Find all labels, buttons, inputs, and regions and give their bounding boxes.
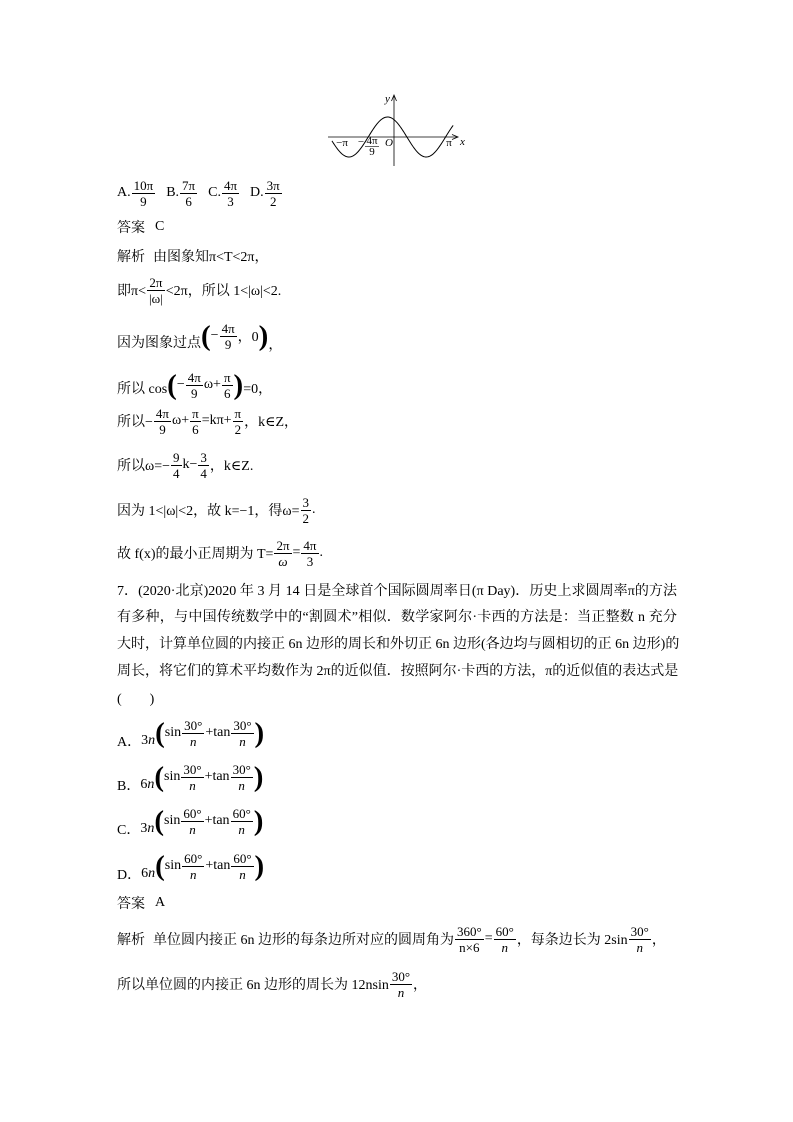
q7-option-d — [117, 848, 264, 884]
fraction-denominator: 3 — [306, 553, 314, 569]
fraction — [222, 370, 233, 401]
q6-solution-line-6 — [117, 447, 253, 483]
q7-option-a — [117, 715, 264, 751]
fraction-numerator: π — [223, 369, 231, 385]
fraction — [180, 178, 197, 209]
fraction-denominator: 9 — [159, 421, 166, 437]
fraction-denominator: 2 — [269, 193, 277, 209]
solution-text: . — [312, 502, 316, 517]
fraction-numerator: 3 — [302, 494, 310, 510]
fraction-numerator: 2π — [147, 275, 165, 291]
fraction — [301, 495, 312, 526]
fraction — [265, 178, 282, 209]
solution-text: 所以ω=− — [117, 459, 171, 474]
fraction-denominator: 9 — [191, 385, 198, 401]
solution-text: ω+ — [203, 377, 221, 392]
function-name: +tan — [204, 813, 230, 828]
option-variable: n — [147, 821, 155, 836]
fraction — [171, 450, 182, 481]
option-coefficient: 6 — [141, 866, 149, 881]
solution-text: ，每条边长为 2sin — [516, 933, 628, 948]
right-bracket: ) — [253, 805, 264, 837]
solution-text: <2π，所以 1<|ω|<2. — [165, 284, 282, 299]
option-variable: n — [148, 866, 156, 881]
fraction-denominator: 4 — [200, 465, 207, 481]
option-letter: D. — [250, 185, 264, 200]
fraction — [190, 406, 201, 437]
stem-text: 大时，计算单位圆的内接正 6n 边形的周长和外切正 6n 边形(各边均与圆相切的正 6n 边形)的 — [117, 637, 680, 652]
fraction — [494, 924, 516, 955]
tick-label-pi: π — [446, 137, 452, 149]
fraction-numerator: 2π — [276, 537, 290, 553]
tick-label-neg-sign: − — [357, 136, 365, 148]
solution-text: =kπ+ — [201, 413, 232, 428]
q6-solution-line-8 — [117, 535, 323, 571]
q6-options — [117, 175, 283, 211]
fraction — [181, 806, 203, 837]
function-name: sin — [164, 725, 182, 740]
option-c — [208, 178, 240, 209]
fraction-denominator: 6 — [185, 193, 192, 209]
fraction-denominator: 9 — [140, 193, 147, 209]
option-b — [166, 178, 198, 209]
fraction-denominator: n — [238, 777, 245, 793]
fraction-numerator: 4π — [303, 537, 317, 553]
left-bracket: ( — [201, 320, 211, 352]
option-letter: A. — [117, 185, 131, 200]
solution-text: ，k∈Z. — [209, 459, 254, 474]
right-bracket: ) — [254, 717, 265, 749]
solution-text: 单位圆内接正 6n 边形的每条边所对应的圆周角为 — [153, 933, 454, 948]
option-letter: B. — [166, 185, 180, 200]
function-name: +tan — [205, 858, 231, 873]
function-name: sin — [164, 858, 182, 873]
y-axis-label: y — [385, 93, 390, 105]
q7-solution-line-2 — [117, 966, 427, 1002]
stem-text: 周长，将它们的算术平均数作为 2π的近似值．按照阿尔·卡西的方法，π的近似值的表达式是 — [117, 664, 679, 679]
fraction-denominator: 2 — [302, 510, 310, 526]
solution-text: ω+ — [171, 413, 190, 428]
solution-text: 故 f(x)的最小正周期为 T= — [117, 547, 274, 562]
fraction-denominator: n — [397, 984, 405, 1000]
blank-parens: ( ) — [117, 692, 155, 707]
right-bracket: ) — [253, 761, 264, 793]
fraction-denominator: n — [189, 866, 197, 882]
tick-label-denominator: 9 — [369, 146, 375, 158]
fraction — [182, 718, 204, 749]
left-bracket: ( — [155, 850, 165, 882]
fraction-numerator: 7π — [182, 177, 196, 193]
tick-label-numerator: 4π — [366, 135, 378, 147]
solution-text: = — [292, 545, 301, 560]
solution-text: = — [484, 931, 493, 946]
left-bracket: ( — [155, 717, 165, 749]
fraction-numerator: 30° — [233, 717, 252, 733]
right-bracket: ) — [233, 369, 244, 401]
fraction-denominator: n — [189, 821, 196, 837]
q7-stem-line-3 — [117, 632, 680, 658]
fraction — [198, 450, 209, 481]
fraction-denominator: 3 — [227, 193, 234, 209]
fraction-denominator: n — [238, 821, 245, 837]
answer-label: 答案 — [117, 897, 145, 912]
solution-label: 解析 — [117, 933, 145, 948]
solution-text: ， — [651, 933, 666, 948]
function-name: +tan — [205, 725, 231, 740]
fraction — [629, 924, 651, 955]
fraction — [231, 762, 253, 793]
solution-text: ， — [268, 338, 283, 353]
fraction-denominator: n — [239, 733, 246, 749]
fraction — [455, 924, 484, 955]
fraction-denominator: n — [501, 939, 508, 955]
fraction — [182, 851, 204, 882]
q6-solution-line-5 — [117, 403, 298, 439]
solution-text: 即π< — [117, 284, 146, 299]
fraction-numerator: 4π — [221, 320, 235, 336]
option-letter: C. — [208, 185, 221, 200]
fraction-numerator: 60° — [184, 850, 203, 866]
fraction — [231, 851, 253, 882]
option-variable: n — [147, 777, 155, 792]
fraction — [274, 538, 291, 569]
solution-text: 所以− — [117, 415, 153, 430]
q6-solution-line-4 — [117, 367, 272, 403]
fraction — [147, 275, 165, 306]
minus-sign: − — [176, 377, 185, 392]
fraction-numerator: 4π — [155, 405, 169, 421]
fraction — [222, 178, 239, 209]
fraction-numerator: 4π — [187, 369, 201, 385]
q6-solution-line-3 — [117, 318, 282, 354]
fraction-numerator: 60° — [233, 850, 252, 866]
answer-label: 答案 — [117, 221, 145, 236]
answer-value: C — [155, 219, 165, 234]
fraction-numerator: 30° — [232, 761, 251, 777]
solution-text: 由图象知π<T<2π， — [153, 250, 269, 265]
right-bracket: ) — [258, 320, 269, 352]
fraction-denominator: 6 — [223, 385, 231, 401]
option-variable: n — [148, 733, 156, 748]
fraction-numerator: 60° — [183, 805, 202, 821]
q7-stem-line-1 — [117, 579, 677, 605]
answer-value: A — [155, 895, 166, 910]
option-coefficient: 6 — [140, 777, 148, 792]
fraction-numerator: 30° — [630, 923, 649, 939]
fraction — [233, 406, 244, 437]
fraction-denominator: 4 — [173, 465, 180, 481]
stem-text: 7．(2020·北京)2020 年 3 月 14 日是全球首个国际圆周率日(π Day)．历史上求圆周率π的方法 — [117, 584, 677, 599]
solution-label: 解析 — [117, 250, 145, 265]
solution-text: =0， — [243, 382, 273, 397]
function-name: sin — [164, 813, 181, 828]
tick-label-neg-pi: −π — [336, 137, 348, 149]
fraction-denominator: n×6 — [459, 939, 480, 955]
option-coefficient: 3 — [140, 821, 148, 836]
fraction — [231, 806, 253, 837]
q6-solution-line-2 — [117, 272, 281, 308]
function-graph — [325, 92, 470, 168]
function-name: sin — [164, 769, 181, 784]
fraction-numerator: 30° — [183, 761, 202, 777]
fraction-denominator: n — [239, 866, 246, 882]
fraction-numerator: 60° — [495, 923, 514, 939]
option-letter: A． — [117, 735, 142, 750]
fraction-numerator: 4π — [223, 177, 238, 193]
option-letter: C． — [117, 823, 141, 838]
fraction — [186, 370, 203, 401]
q7-answer-blank — [117, 687, 677, 713]
fraction-denominator: n — [189, 733, 197, 749]
origin-label: O — [385, 137, 393, 149]
fraction — [390, 969, 412, 1000]
fraction-numerator: 9 — [173, 449, 180, 465]
fraction-numerator: 10π — [133, 177, 154, 193]
fraction-numerator: 3 — [200, 449, 207, 465]
solution-text: 所以单位圆的内接正 6n 边形的周长为 12nsin — [117, 978, 389, 993]
option-d — [250, 178, 283, 209]
fraction-numerator: π — [234, 405, 242, 421]
fraction-numerator: 3π — [266, 177, 280, 193]
fraction — [154, 406, 171, 437]
fraction — [220, 321, 237, 352]
solution-text: k− — [182, 457, 198, 472]
fraction-denominator: 9 — [224, 336, 232, 352]
solution-text: ，0 — [237, 330, 259, 345]
q7-option-b — [117, 759, 263, 795]
fraction-denominator: ω — [278, 553, 288, 569]
x-axis-label: x — [460, 136, 465, 148]
q7-solution-line-1 — [117, 921, 666, 957]
solution-text: 因为图象过点 — [117, 336, 201, 351]
left-bracket: ( — [167, 369, 177, 401]
fraction-numerator: 60° — [232, 805, 251, 821]
fraction-denominator: n — [189, 777, 196, 793]
q6-solution-line-1 — [117, 238, 268, 274]
solution-text: . — [319, 545, 323, 560]
solution-text: ， — [413, 978, 428, 993]
option-letter: D． — [117, 868, 142, 883]
fraction-numerator: 30° — [391, 968, 411, 984]
solution-text: 因为 1<|ω|<2，故 k=−1，得ω= — [117, 504, 300, 519]
solution-text: 所以 cos — [117, 382, 168, 397]
fraction — [181, 762, 203, 793]
minus-sign: − — [210, 328, 219, 343]
fraction-numerator: π — [192, 405, 199, 421]
option-letter: B． — [117, 779, 141, 794]
fraction — [231, 718, 253, 749]
stem-text: 有多种，与中国传统数学中的“割圆术”相似．数学家阿尔·卡西的方法是：当正整数 n 充分 — [117, 610, 677, 625]
q7-answer-line — [117, 885, 165, 921]
left-bracket: ( — [154, 761, 165, 793]
fraction-numerator: 30° — [184, 717, 203, 733]
q7-option-c — [117, 803, 263, 839]
q6-solution-line-7 — [117, 492, 316, 528]
option-coefficient: 3 — [141, 733, 149, 748]
function-name: +tan — [204, 769, 230, 784]
left-bracket: ( — [154, 805, 165, 837]
fraction-denominator: n — [636, 939, 643, 955]
solution-text: ，k∈Z， — [244, 415, 299, 430]
right-bracket: ) — [254, 850, 265, 882]
q7-stem-line-4 — [117, 659, 677, 685]
fraction — [132, 178, 156, 209]
fraction-numerator: 360° — [457, 923, 482, 939]
fraction — [301, 538, 318, 569]
fraction-denominator: 6 — [192, 421, 199, 437]
option-a — [117, 178, 156, 209]
q7-stem-line-2 — [117, 605, 677, 631]
fraction-denominator: 2 — [234, 421, 242, 437]
fraction-denominator: |ω| — [148, 290, 163, 306]
